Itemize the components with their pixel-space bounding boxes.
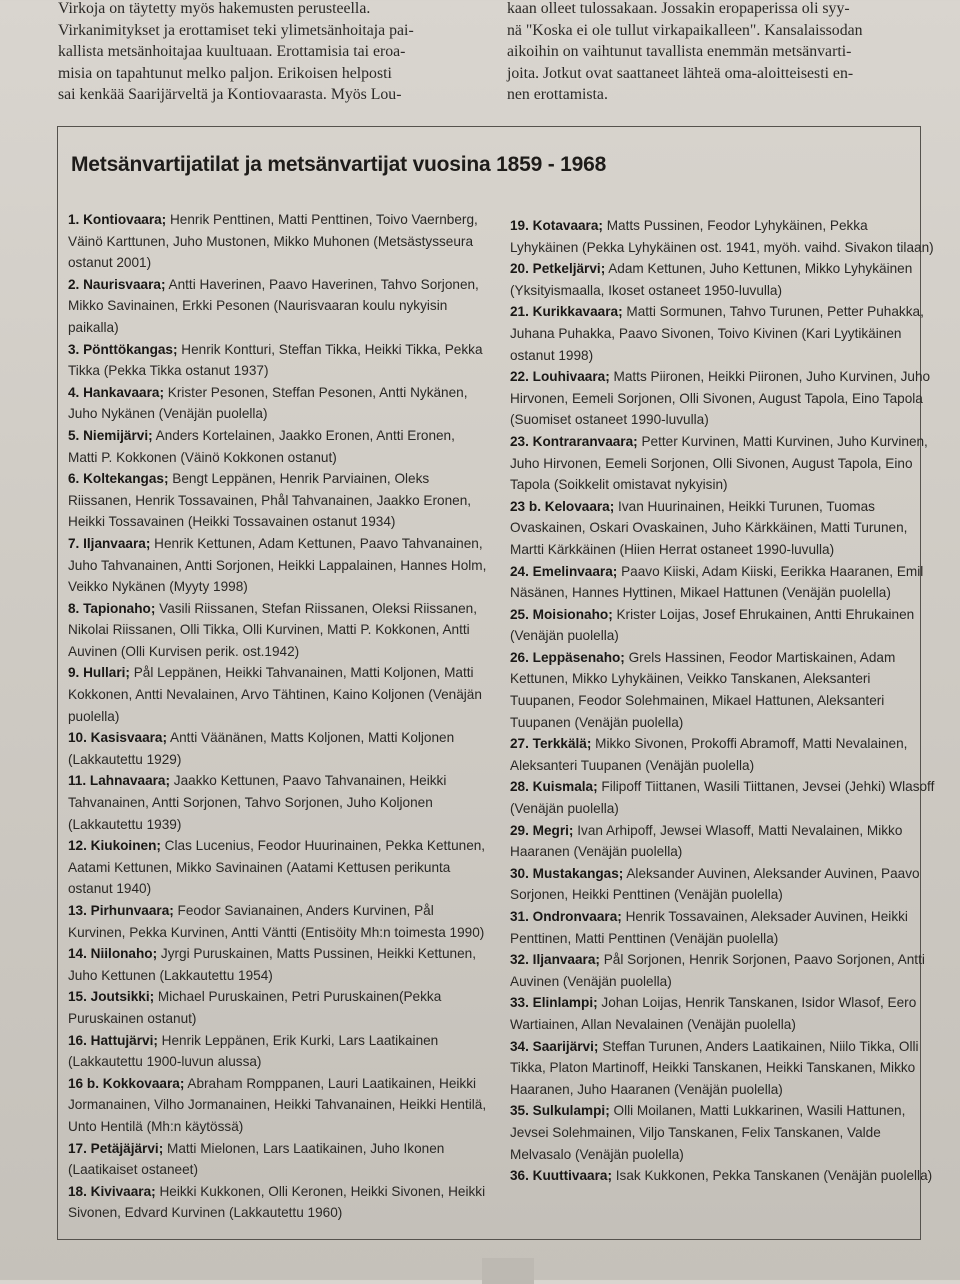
entry-place-name: 4. Hankavaara; — [68, 384, 164, 400]
entry-place-name: 25. Moisionaho; — [510, 606, 613, 622]
text-line: kaan olleet tulossakaan. Jossakin eropaperissa oli syy- — [507, 0, 850, 17]
forest-guard-entry — [68, 598, 488, 663]
entry-guards-text: Anders Kortelainen, Jaakko Eronen, Antti Eronen, Matti P. Kokkonen (Väinö Kokkonen ostanut) — [68, 427, 455, 465]
entry-guards-text: Johan Loijas, Henrik Tanskanen, Isidor Wlasof, Eero Wartiainen, Allan Nevalainen (Venäjän puolella) — [510, 995, 917, 1032]
entry-guards-text: Abraham Romppanen, Lauri Laatikainen, Heikki Jormanainen, Vilho Jormanainen, Heikki Tahvanainen, Heikki Hentilä, Unto Hentilä (Mh:n käytössä) — [68, 1075, 487, 1134]
entry-guards-text: Michael Puruskainen, Petri Puruskainen(Pekka Puruskainen ostanut) — [68, 989, 442, 1026]
entry-guards-text: Matti Sormunen, Tahvo Turunen, Petter Puhakka, Juhana Puhakka, Paavo Sivonen, Toivo Kivinen (Kari Lyytikäinen ostanut 1998) — [510, 304, 924, 363]
forest-guard-entry — [510, 863, 935, 906]
text-line: sai kenkää Saarijärveltä ja Kontiovaarasta. Myös Lou- — [58, 86, 402, 104]
entry-place-name: 22. Louhivaara; — [510, 369, 610, 385]
forest-guard-entry — [68, 533, 488, 598]
entry-guards-text: Adam Kettunen, Juho Kettunen, Mikko Lyhykäinen (Yksityismaalla, Ikoset ostaneet 1950-luvulla) — [510, 261, 913, 298]
entry-place-name: 12. Kiukoinen; — [68, 838, 161, 854]
entry-guards-text: Ivan Huurinainen, Heikki Turunen, Tuomas Ovaskainen, Oskari Ovaskainen, Juho Kärkkäinen, Matti Turunen, Martti Kärkkäinen (Hiien Herrat ostaneet 1990-luvulla) — [510, 498, 908, 557]
entry-guards-text: Vasili Riissanen, Stefan Riissanen, Oleksi Riissanen, Nikolai Riissanen, Olli Tikka, Olli Kurvinen, Matti P. Kokkonen, Antti Auvinen (Olli Kurvisen perik. ost.1942) — [68, 600, 477, 659]
entries-right-column — [510, 215, 935, 1187]
entry-place-name: 20. Petkeljärvi; — [510, 261, 606, 277]
forest-guard-entry — [510, 215, 935, 258]
entry-guards-text: Matts Piironen, Heikki Piironen, Juho Kurvinen, Juho Hirvonen, Eemeli Sorjonen, Olli Sivonen, August Tapola, Eino Tapola (Suomiset ostaneet 1990-luvulla) — [510, 369, 931, 428]
forest-guard-entry — [510, 496, 935, 561]
forest-guard-entry — [510, 647, 935, 733]
text-line: nä "Koska ei ole tullut virkapaikalleen". Kansalaissodan — [507, 21, 863, 39]
entry-guards-text: Mikko Sivonen, Prokoffi Abramoff, Matti Nevalainen, Aleksanteri Tuupanen (Venäjän puolella) — [510, 736, 908, 773]
forest-guard-entry — [510, 604, 935, 647]
entry-guards-text: Henrik Kettunen, Adam Kettunen, Paavo Tahvanainen, Juho Tahvanainen, Antti Sorjonen, Heikki Lappalainen, Hannes Holm, Veikko Nykänen (Myyty 1998) — [68, 535, 487, 595]
entry-place-name: 34. Saarijärvi; — [510, 1038, 599, 1054]
forest-guard-entry — [68, 1138, 488, 1181]
forest-guard-entry — [510, 949, 935, 992]
entry-place-name: 10. Kasisvaara; — [68, 730, 168, 746]
entry-place-name: 28. Kuismala; — [510, 779, 598, 795]
entry-place-name: 1. Kontiovaara; — [68, 212, 167, 227]
forest-guard-entry — [68, 662, 488, 727]
forest-guard-entry — [510, 258, 935, 301]
entry-place-name: 36. Kuuttivaara; — [510, 1168, 612, 1184]
entry-place-name: 3. Pönttökangas; — [68, 341, 178, 357]
entry-guards-text: Olli Moilanen, Matti Lukkarinen, Wasili Hattunen, Jevsei Solehmainen, Viljo Tanskanen, Felix Tanskanen, Valde Melvasalo (Venäjän puolella) — [510, 1103, 906, 1162]
forest-guard-entry — [510, 820, 935, 863]
forest-guard-entry — [68, 468, 488, 533]
entry-place-name: 11. Lahnavaara; — [68, 773, 171, 789]
text-line: Virkoja on täytetty myös hakemusten perusteella. — [58, 0, 371, 17]
entry-place-name: 18. Kivivaara; — [68, 1183, 156, 1199]
entry-place-name: 27. Terkkälä; — [510, 736, 592, 752]
entry-guards-text: Aleksander Auvinen, Aleksander Auvinen, Paavo Sorjonen, Heikki Penttinen (Venäjän puolella) — [510, 865, 920, 903]
entry-place-name: 23 b. Kelovaara; — [510, 498, 615, 514]
entry-guards-text: Henrik Tossavainen, Aleksader Auvinen, Heikki Penttinen, Matti Penttinen (Venäjän puolella) — [510, 909, 908, 946]
top-text-right-column — [507, 0, 927, 106]
entry-place-name: 13. Pirhunvaara; — [68, 903, 174, 918]
entry-guards-text: Pål Leppänen, Heikki Tahvanainen, Matti Koljonen, Matti Kokkonen, Antti Nevalainen, Arvo Tähtinen, Kaino Koljonen (Venäjän puolella) — [68, 665, 482, 724]
box-title: Metsänvartijatilat ja metsänvartijat vuosina 1859 - 1968 — [71, 153, 607, 176]
entry-place-name: 23. Kontraranvaara; — [510, 433, 638, 449]
entry-place-name: 6. Koltekangas; — [68, 471, 169, 487]
entry-guards-text: Henrik Kontturi, Steffan Tikka, Heikki Tikka, Pekka Tikka (Pekka Tikka ostanut 1937) — [68, 341, 483, 379]
entry-guards-text: Isak Kukkonen, Pekka Tanskanen (Venäjän puolella) — [612, 1168, 933, 1184]
entry-guards-text: Matti Mielonen, Lars Laatikainen, Juho Ikonen (Laatikaiset ostaneet) — [68, 1140, 445, 1178]
info-box — [57, 126, 935, 1240]
entry-guards-text: Antti Väänänen, Matts Koljonen, Matti Koljonen (Lakkautettu 1929) — [68, 730, 455, 767]
entry-place-name: 15. Joutsikki; — [68, 989, 155, 1005]
forest-guard-entry — [68, 943, 488, 986]
forest-guard-entry — [510, 776, 935, 819]
entry-place-name: 8. Tapionaho; — [68, 600, 156, 616]
entry-guards-text: Pål Sorjonen, Henrik Sorjonen, Paavo Sorjonen, Antti Auvinen (Venäjän puolella) — [510, 952, 925, 989]
forest-guard-entry — [68, 382, 488, 425]
forest-guard-entry — [68, 1030, 488, 1073]
entry-place-name: 32. Iljanvaara; — [510, 952, 600, 968]
entry-guards-text: Clas Lucenius, Feodor Huurinainen, Pekka Kettunen, Aatami Kettunen, Mikko Savinainen (Aatami Kettusen perikunta ostanut 1940) — [68, 838, 486, 897]
forest-guard-entry — [510, 733, 935, 776]
forest-guard-entry — [510, 301, 935, 366]
forest-guard-entry — [510, 992, 935, 1035]
forest-guard-entry — [510, 431, 935, 496]
entry-guards-text: Antti Haverinen, Paavo Haverinen, Tahvo Sorjonen, Mikko Savinainen, Erkki Pesonen (Naurisvaaran koulu nykyisin paikalla) — [68, 276, 479, 335]
forest-guard-entry — [510, 1100, 935, 1165]
forest-guard-entry — [510, 561, 935, 604]
entry-place-name: 7. Iljanvaara; — [68, 535, 151, 551]
text-line: aikoihin on vaihtunut tavallista enemmän metsänvarti- — [507, 43, 852, 61]
forest-guard-entry — [510, 1036, 935, 1101]
entry-place-name: 31. Ondronvaara; — [510, 909, 622, 924]
forest-guard-entry — [68, 274, 488, 339]
forest-guard-entry — [68, 425, 488, 468]
entry-guards-text: Ivan Arhipoff, Jewsei Wlasoff, Matti Nevalainen, Mikko Haaranen (Venäjän puolella) — [510, 822, 903, 860]
entry-place-name: 35. Sulkulampi; — [510, 1103, 610, 1119]
entry-place-name: 2. Naurisvaara; — [68, 276, 166, 292]
entry-place-name: 33. Elinlampi; — [510, 995, 598, 1011]
text-line: joita. Jotkut ovat saattaneet lähteä oma-aloitteisesti en- — [507, 64, 854, 82]
forest-guard-entry — [510, 1165, 935, 1187]
entry-place-name: 24. Emelinvaara; — [510, 563, 618, 579]
entry-guards-text: Jyrgi Puruskainen, Matts Pussinen, Heikki Kettunen, Juho Kettunen (Lakkautettu 1954) — [68, 946, 476, 983]
entry-guards-text: Henrik Leppänen, Erik Kurki, Lars Laatikainen (Lakkautettu 1900-luvun alussa) — [68, 1032, 439, 1070]
entries-left-column — [68, 209, 488, 1224]
entry-place-name: 30. Mustakangas; — [510, 865, 624, 881]
entry-guards-text: Filipoff Tiittanen, Wasili Tiittanen, Jevsei (Jehki) Wlasoff (Venäjän puolella) — [510, 779, 935, 817]
text-line: Virkanimitykset ja erottamiset teki ylimetsänhoitaja pai- — [58, 21, 414, 39]
forest-guard-entry — [68, 1073, 488, 1138]
page-number-tab — [482, 1258, 534, 1284]
forest-guard-entry — [68, 986, 488, 1029]
top-text-left-column — [58, 0, 478, 106]
forest-guard-entry — [68, 835, 488, 900]
text-line: nen erottamista. — [507, 86, 608, 104]
forest-guard-entry — [510, 906, 935, 949]
text-line: misia on tapahtunut melko paljon. Erikoisen helposti — [58, 64, 392, 82]
forest-guard-entry — [68, 209, 488, 274]
entry-place-name: 5. Niemijärvi; — [68, 427, 153, 443]
entry-place-name: 9. Hullari; — [68, 665, 130, 681]
entry-guards-text: Petter Kurvinen, Matti Kurvinen, Juho Kurvinen, Juho Hirvonen, Eemeli Sorjonen, Olli Sivonen, August Tapola, Eino Tapola (Soikkelit omistavat nykyisin) — [510, 433, 928, 493]
entry-place-name: 16. Hattujärvi; — [68, 1032, 158, 1048]
forest-guard-entry — [510, 366, 935, 431]
entry-guards-text: Grels Hassinen, Feodor Martiskainen, Adam Kettunen, Mikko Lyhykäinen, Veikko Tanskanen, Aleksanteri Tuupanen, Feodor Solehmainen, Mikael Hattunen, Aleksanteri Tuupanen (Venäjän puolella) — [510, 649, 896, 730]
entry-place-name: 19. Kotavaara; — [510, 218, 603, 233]
entry-place-name: 14. Niilonaho; — [68, 946, 158, 962]
forest-guard-entry — [68, 1181, 488, 1224]
entry-guards-text: Krister Pesonen, Steffan Pesonen, Antti Nykänen, Juho Nykänen (Venäjän puolella) — [68, 384, 468, 422]
forest-guard-entry — [68, 770, 488, 835]
entry-guards-text: Heikki Kukkonen, Olli Keronen, Heikki Sivonen, Heikki Sivonen, Edvard Kurvinen (Lakkautettu 1960) — [68, 1183, 486, 1221]
entry-guards-text: Bengt Leppänen, Henrik Parviainen, Oleks Riissanen, Henrik Tossavainen, Phål Tahvanainen, Jaakko Eronen, Heikki Tossavainen (Heikki Tossavainen ostanut 1934) — [68, 471, 472, 530]
entry-place-name: 26. Leppäsenaho; — [510, 649, 625, 665]
forest-guard-entry — [68, 339, 488, 382]
entry-guards-text: Matts Pussinen, Feodor Lyhykäinen, Pekka Lyhykäinen (Pekka Lyhykäinen ost. 1941, myöh. vaihd. Sivakon tilaan) — [510, 218, 934, 255]
entry-guards-text: Krister Loijas, Josef Ehrukainen, Antti Ehrukainen (Venäjän puolella) — [510, 606, 915, 644]
forest-guard-entry — [68, 727, 488, 770]
entry-place-name: 21. Kurikkavaara; — [510, 304, 623, 320]
entry-guards-text: Jaakko Kettunen, Paavo Tahvanainen, Heikki Tahvanainen, Antti Sorjonen, Tahvo Sorjonen, Juho Koljonen (Lakkautettu 1939) — [68, 773, 447, 832]
entry-guards-text: Steffan Turunen, Anders Laatikainen, Niilo Tikka, Olli Tikka, Platon Martinoff, Heikki Tanskanen, Heikki Tanskanen, Mikko Haaranen, Juho Haaranen (Venäjän puolella) — [510, 1038, 919, 1097]
entry-guards-text: Paavo Kiiski, Adam Kiiski, Eerikka Haaranen, Emil Näsänen, Hannes Hyttinen, Mikael Hattunen (Venäjän puolella) — [510, 563, 924, 601]
entry-place-name: 16 b. Kokkovaara; — [68, 1075, 185, 1091]
forest-guard-entry — [68, 900, 488, 943]
entry-place-name: 29. Megri; — [510, 822, 574, 838]
text-line: kallista metsänhoitajaa kuultuaan. Erottamisia tai eroa- — [58, 43, 406, 61]
entry-guards-text: Henrik Penttinen, Matti Penttinen, Toivo Vaernberg, Väinö Karttunen, Juho Mustonen, Mikko Muhonen (Metsästysseura ostanut 2001) — [68, 212, 478, 271]
entry-guards-text: Feodor Savianainen, Anders Kurvinen, Pål Kurvinen, Pekka Kurvinen, Antti Väntti (Entisöity Mh:n toimesta 1990) — [68, 903, 485, 940]
entry-place-name: 17. Petäjäjärvi; — [68, 1140, 164, 1156]
